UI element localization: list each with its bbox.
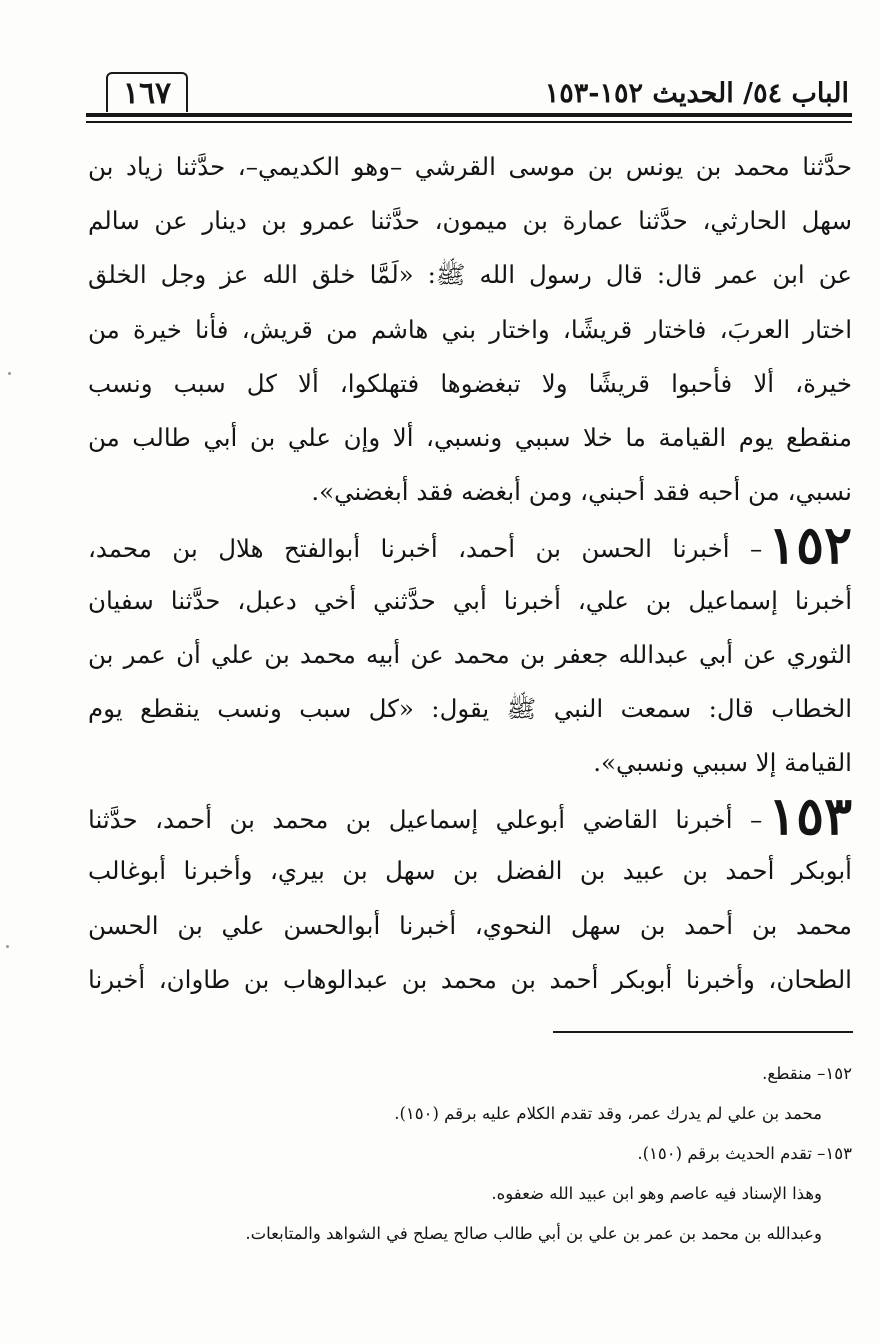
hadith-153-first-line	[88, 790, 852, 844]
header-rule-thick	[86, 113, 852, 117]
header-rule-thin	[86, 121, 852, 123]
text-line: حدَّثنا محمد بن يونس بن موسى القرشي –وهو الكديمي–، حدَّثنا زياد بن	[88, 152, 852, 181]
scan-speck	[6, 945, 9, 948]
text-line: – أخبرنا القاضي أبوعلي إسماعيل بن محمد بن أحمد، حدَّثنا	[88, 805, 763, 835]
main-text	[88, 140, 852, 1007]
text-line: – أخبرنا الحسن بن أحمد، أخبرنا أبوالفتح هلال بن محمد،	[88, 534, 763, 564]
text-line: القيامة إلا سببي ونسبي».	[593, 748, 852, 778]
text-line: أبوبكر أحمد بن عبيد بن الفضل بن سهل بن بيري، وأخبرنا أبوغالب	[88, 856, 852, 886]
hadith-number: ١٥٣	[768, 790, 852, 845]
footnote-line: وهذا الإسناد فيه عاصم وهو ابن عبيد الله ضعفوه.	[491, 1184, 822, 1203]
text-line: الخطاب قال: سمعت النبي ﷺ يقول: «كل سبب ونسب ينقطع يوم	[88, 693, 852, 723]
footnote-line: ١٥٢– منقطع.	[762, 1064, 852, 1083]
text-line: أخبرنا إسماعيل بن علي، أخبرنا أبي حدَّثني أخي دعبل، حدَّثنا سفيان	[88, 585, 852, 615]
scan-speck	[8, 372, 11, 375]
footnote-line: محمد بن علي لم يدرك عمر، وقد تقدم الكلام عليه برقم (١٥٠).	[394, 1104, 822, 1123]
text-line: الثوري عن أبي عبدالله جعفر بن محمد عن أبيه محمد بن علي أن عمر بن	[88, 639, 852, 669]
running-title: الباب ٥٤/ الحديث ١٥٢-١٥٣	[544, 78, 849, 109]
text-line: سهل الحارثي، حدَّثنا عمارة بن ميمون، حدَّثنا عمرو بن دينار عن سالم	[88, 206, 852, 236]
text-line: منقطع يوم القيامة ما خلا سببي ونسبي، ألا وإن علي بن أبي طالب من	[88, 422, 852, 452]
footnotes	[88, 1054, 852, 1254]
footnote-line: وعبدالله بن محمد بن عمر بن علي بن أبي طالب صالح يصلح في الشواهد والمتابعات.	[245, 1224, 822, 1243]
footnote-separator	[553, 1031, 853, 1033]
footnote-line: ١٥٣– تقدم الحديث برقم (١٥٠).	[637, 1144, 852, 1163]
text-line: اختار العربَ، فاختار قريشًا، واختار بني هاشم من قريش، فأنا خيرة من	[88, 314, 852, 344]
text-line: عن ابن عمر قال: قال رسول الله ﷺ: «لَمَّا خلق الله عز وجل الخلق	[88, 260, 852, 290]
page-number: ١٦٧	[106, 72, 188, 112]
hadith-152-first-line	[88, 519, 852, 573]
hadith-number: ١٥٢	[768, 519, 852, 574]
text-line: الطحان، وأخبرنا أبوبكر أحمد بن محمد بن عبدالوهاب بن طاوان، أخبرنا	[88, 964, 852, 994]
text-line: نسبي، من أحبه فقد أحبني، ومن أبغضه فقد أبغضني».	[311, 477, 852, 507]
text-line: محمد بن أحمد بن سهل النحوي، أخبرنا أبوالحسن علي بن الحسن	[88, 910, 852, 940]
text-line: خيرة، ألا فأحبوا قريشًا ولا تبغضوها فتهلكوا، ألا كل سبب ونسب	[88, 368, 852, 398]
